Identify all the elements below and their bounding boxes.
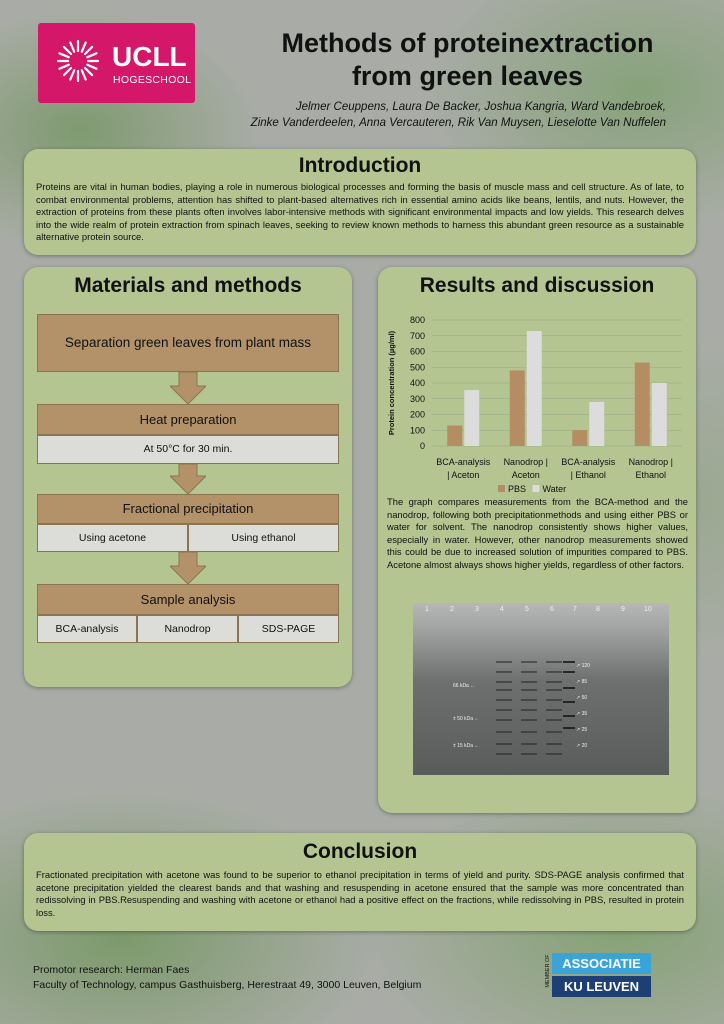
ladder-band <box>563 671 575 673</box>
gel-band <box>546 719 562 721</box>
gel-band <box>521 709 537 711</box>
gel-band <box>521 661 537 663</box>
bar-water <box>589 402 604 446</box>
poster-title <box>230 27 705 93</box>
gel-band <box>521 743 537 745</box>
gel-band <box>496 671 512 673</box>
introduction-panel <box>24 149 696 255</box>
gel-band <box>546 709 562 711</box>
gel-marker-label: ± 50 kDa ← <box>453 716 480 722</box>
gel-band <box>521 699 537 701</box>
step-sample-analysis: Sample analysis <box>37 584 339 615</box>
assoc-line-2: KU LEUVEN <box>552 976 651 997</box>
gel-band <box>496 681 512 683</box>
step-heat-preparation: Heat preparation <box>37 404 339 435</box>
gel-band <box>496 689 512 691</box>
gel-marker-label: ± 15 kDa ← <box>453 743 480 749</box>
gel-lane-label: 2 <box>450 606 454 613</box>
title-line-1: Methods of proteinextraction <box>281 28 654 58</box>
gel-band <box>546 753 562 755</box>
y-tick-label: 600 <box>409 346 425 357</box>
gel-band <box>546 661 562 663</box>
authors-line-1: Jelmer Ceuppens, Laura De Backer, Joshua Kangria, Ward Vandebroek, <box>295 101 666 113</box>
bar-pbs <box>572 430 587 446</box>
methods-heading: Materials and methods <box>74 274 302 297</box>
gel-band <box>496 743 512 745</box>
down-arrow-icon <box>170 552 206 584</box>
ladder-marker-label: ↗ 120 <box>576 663 590 669</box>
ku-leuven-association-logo <box>540 953 651 997</box>
step-using-ethanol: Using ethanol <box>188 524 339 552</box>
gel-lane-label: 3 <box>475 606 479 613</box>
logo-subtitle: HOGESCHOOL <box>113 74 192 86</box>
gel-lane-label: 7 <box>573 606 577 613</box>
legend-label: PBS <box>508 484 527 494</box>
promotor: Promotor research: Herman Faes <box>33 964 190 976</box>
assoc-line-1: ASSOCIATIE <box>552 953 651 974</box>
bar-pbs <box>635 363 650 446</box>
step-nanodrop: Nanodrop <box>137 615 238 643</box>
ladder-marker-label: ↗ 20 <box>576 743 588 749</box>
ladder-marker-label: ↗ 35 <box>576 711 588 717</box>
sds-page-gel-image <box>413 603 669 775</box>
gel-band <box>521 753 537 755</box>
gel-band <box>496 753 512 755</box>
introduction-heading: Introduction <box>298 154 422 177</box>
gel-lane-label: 9 <box>621 606 625 613</box>
results-heading: Results and discussion <box>419 274 655 297</box>
gel-band <box>496 719 512 721</box>
step-bca-analysis: BCA-analysis <box>37 615 137 643</box>
gel-band <box>496 661 512 663</box>
ucll-logo <box>38 23 195 103</box>
ladder-band <box>563 715 575 717</box>
step-heat-detail: At 50°C for 30 min. <box>37 435 339 464</box>
step-sds-page: SDS-PAGE <box>238 615 339 643</box>
ladder-band <box>563 661 575 663</box>
results-text: The graph compares measurements from the BCA-method and the nanodrop, following both precipitationmethods and using either PBS or water for solvent. The nanodrop consistently shows higher values, especially in water. However, other nanodrop measurements showed this could be due to increased solution of impurities compared to PBS. Acetone almost always shows higher yields, regardless of other factors. <box>387 496 688 570</box>
gel-band <box>521 689 537 691</box>
x-tick-label: | Ethanol <box>570 470 606 480</box>
legend-swatch <box>498 485 505 492</box>
conclusion-heading: Conclusion <box>302 840 418 863</box>
gel-band <box>521 719 537 721</box>
down-arrow-icon <box>170 372 206 404</box>
x-tick-label: Nanodrop | <box>628 457 673 467</box>
x-tick-label: Ethanol <box>635 470 667 480</box>
conclusion-panel <box>24 833 696 931</box>
step-separation: Separation green leaves from plant mass <box>37 314 339 372</box>
y-tick-label: 300 <box>409 393 425 404</box>
authors-line-2: Zinke Vanderdeelen, Anna Vercauteren, Rik Van Muysen, Lieselotte Van Nuffelen <box>250 117 666 129</box>
bar-water <box>464 390 479 446</box>
gel-lane-label: 5 <box>525 606 529 613</box>
title-line-2: from green leaves <box>351 61 584 91</box>
step-using-acetone: Using acetone <box>37 524 188 552</box>
gel-band <box>521 671 537 673</box>
gel-band <box>546 689 562 691</box>
y-tick-label: 700 <box>409 330 425 341</box>
ladder-band <box>563 687 575 689</box>
gel-lane-label: 1 <box>425 606 429 613</box>
gel-band <box>546 731 562 733</box>
methods-panel <box>24 267 352 687</box>
bar-water <box>527 331 542 446</box>
y-tick-label: 500 <box>409 362 425 373</box>
x-tick-label: | Aceton <box>447 470 480 480</box>
assoc-member-of: MEMBER OF <box>545 954 551 988</box>
authors <box>240 99 666 131</box>
bar-pbs <box>510 370 525 446</box>
gel-band <box>546 699 562 701</box>
gel-band <box>521 731 537 733</box>
gel-band <box>496 709 512 711</box>
logo-brand: UCLL <box>112 41 187 72</box>
x-tick-label: BCA-analysis <box>436 457 491 467</box>
conclusion-text: Fractionated precipitation with acetone was found to be superior to ethanol precipitation in terms of yield and purity. SDS-PAGE analysis confirmed that acetone precipitation yielded the clearest bands and that washing and resuspending in acetone ensured that the sample was more concentrated than redissolving in PBS.Resuspending and washing with acetone or ethanol had a positive effect on the fractions, while redissolving in PBS, resulted in protein loss. <box>36 869 684 918</box>
bar-water <box>652 383 667 446</box>
ladder-marker-label: ↗ 50 <box>576 695 588 701</box>
x-tick-label: Nanodrop | <box>503 457 548 467</box>
ladder-marker-label: ↗ 85 <box>576 679 588 685</box>
ladder-marker-label: ↗ 25 <box>576 727 588 733</box>
y-tick-label: 100 <box>409 425 425 436</box>
step-fractional-precipitation: Fractional precipitation <box>37 494 339 524</box>
y-axis-label: Protein concentration (µg/ml) <box>387 330 396 436</box>
protein-concentration-chart <box>380 310 692 500</box>
ladder-band <box>563 727 575 729</box>
bar-pbs <box>447 426 462 446</box>
gel-marker-label: 66 kDa ← <box>453 683 476 689</box>
gel-lane-label: 8 <box>596 606 600 613</box>
x-tick-label: Aceton <box>511 470 540 480</box>
gel-lane-label: 10 <box>644 606 652 613</box>
x-tick-label: BCA-analysis <box>561 457 616 467</box>
sun-logo-icon <box>54 37 102 85</box>
ladder-band <box>563 701 575 703</box>
y-tick-label: 200 <box>409 409 425 420</box>
gel-band <box>521 681 537 683</box>
y-tick-label: 800 <box>409 315 425 325</box>
legend-label: Water <box>542 484 567 494</box>
faculty-address: Faculty of Technology, campus Gasthuisberg, Herestraat 49, 3000 Leuven, Belgium <box>33 979 422 991</box>
y-tick-label: 0 <box>419 441 425 451</box>
introduction-text: Proteins are vital in human bodies, playing a role in numerous biological processes and forming the basis of muscle mass and cell structure. As of late, to combat environmental problems, attention has shifted to plant-based alternatives rich in essential amino acids like beans, lentils, and nuts. However, the extraction of proteins from these plants often involves labor-intensive methods with significant environmental impacts and low yields. This research delves into the wide realm of protein extraction from spinach leaves, seeking to review known methods to harness this abundant green resource as a sustainable alternative protein source. <box>36 181 684 243</box>
gel-lane-label: 4 <box>500 606 504 613</box>
gel-band <box>546 743 562 745</box>
down-arrow-icon <box>170 464 206 494</box>
gel-band <box>496 731 512 733</box>
legend-swatch <box>533 485 540 492</box>
gel-band <box>546 671 562 673</box>
gel-band <box>546 681 562 683</box>
gel-lane-label: 6 <box>550 606 554 613</box>
gel-band <box>496 699 512 701</box>
y-tick-label: 400 <box>409 378 425 388</box>
